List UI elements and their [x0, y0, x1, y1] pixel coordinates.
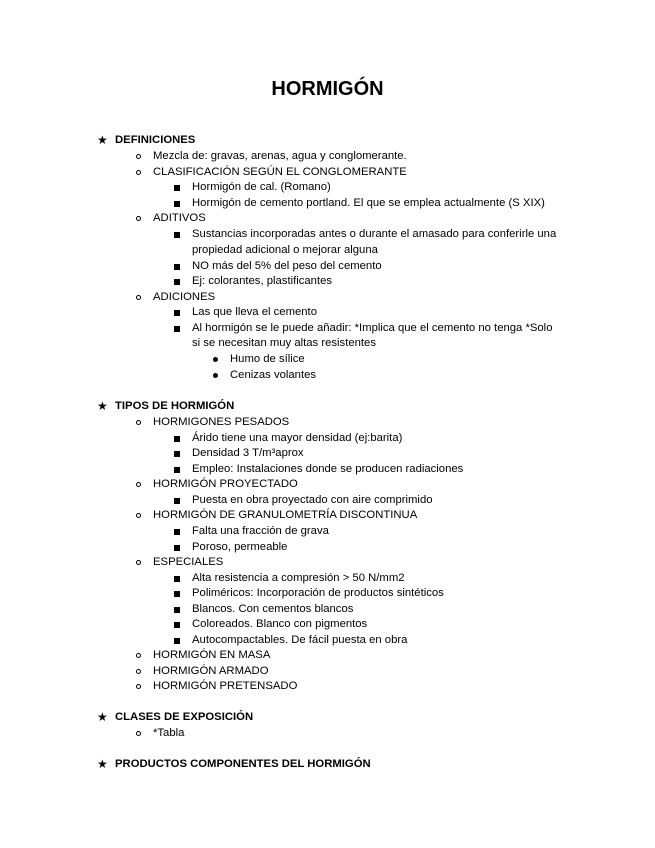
list-subitem: Densidad 3 T/m³aprox — [192, 447, 304, 459]
circle-bullet-icon — [136, 420, 141, 425]
square-bullet-icon — [174, 232, 180, 238]
list-item: ESPECIALES — [153, 556, 224, 568]
list-subitem: Al hormigón se le puede añadir: *Implica que el cemento no tenga *Solo — [192, 322, 553, 334]
list-item: Mezcla de: gravas, arenas, agua y conglomerante. — [153, 150, 407, 162]
list-subitem-continuation: si se necesitan muy altas resistentes — [192, 337, 376, 349]
list-subitem: Autocompactables. De fácil puesta en obra — [192, 634, 408, 646]
list-subitem: Alta resistencia a compresión > 50 N/mm2 — [192, 572, 405, 584]
circle-bullet-icon — [136, 295, 141, 300]
list-subitem: Las que lleva el cemento — [192, 306, 317, 318]
square-bullet-icon — [174, 529, 180, 535]
circle-bullet-icon — [136, 513, 141, 518]
list-item: HORMIGÓN DE GRANULOMETRÍA DISCONTINUA — [153, 509, 418, 521]
list-subitem: Falta una fracción de grava — [192, 525, 329, 537]
list-item: CLASIFICACIÓN SEGÚN EL CONGLOMERANTE — [153, 166, 407, 178]
list-subitem: Poliméricos: Incorporación de productos sintéticos — [192, 587, 444, 599]
star-bullet-icon: ★ — [97, 399, 108, 413]
list-item: HORMIGONES PESADOS — [153, 416, 290, 428]
circle-bullet-icon — [136, 560, 141, 565]
dot-bullet-icon — [213, 357, 218, 362]
circle-bullet-icon — [136, 731, 141, 736]
list-subitem: Blancos. Con cementos blancos — [192, 603, 354, 615]
list-item: HORMIGÓN ARMADO — [153, 665, 269, 677]
section-heading: TIPOS DE HORMIGÓN — [115, 400, 235, 412]
square-bullet-icon — [174, 326, 180, 332]
list-subsubitem: Cenizas volantes — [230, 369, 317, 381]
circle-bullet-icon — [136, 482, 141, 487]
list-item: *Tabla — [153, 727, 185, 739]
circle-bullet-icon — [136, 170, 141, 175]
list-subitem: Árido tiene una mayor densidad (ej:barita) — [192, 432, 403, 444]
list-subitem-continuation: propiedad adicional o mejorar alguna — [192, 244, 378, 256]
star-bullet-icon: ★ — [97, 710, 108, 724]
square-bullet-icon — [174, 498, 180, 504]
star-bullet-icon: ★ — [97, 757, 108, 771]
list-subitem: Poroso, permeable — [192, 541, 288, 553]
square-bullet-icon — [174, 638, 180, 644]
list-item: ADITIVOS — [153, 212, 206, 224]
section-heading: CLASES DE EXPOSICIÓN — [115, 711, 254, 723]
square-bullet-icon — [174, 310, 180, 316]
list-subitem: Sustancias incorporadas antes o durante el amasado para conferirle una — [192, 228, 557, 240]
square-bullet-icon — [174, 201, 180, 207]
list-subitem: Hormigón de cemento portland. El que se emplea actualmente (S XIX) — [192, 197, 545, 209]
circle-bullet-icon — [136, 154, 141, 159]
list-item: ADICIONES — [153, 291, 216, 303]
section-heading: PRODUCTOS COMPONENTES DEL HORMIGÓN — [115, 758, 371, 770]
circle-bullet-icon — [136, 216, 141, 221]
square-bullet-icon — [174, 264, 180, 270]
square-bullet-icon — [174, 545, 180, 551]
square-bullet-icon — [174, 607, 180, 613]
square-bullet-icon — [174, 591, 180, 597]
list-subitem: Puesta en obra proyectado con aire comprimido — [192, 494, 433, 506]
list-subitem: Hormigón de cal. (Romano) — [192, 181, 331, 193]
square-bullet-icon — [174, 622, 180, 628]
list-subsubitem: Humo de sílice — [230, 353, 305, 365]
list-item: HORMIGÓN PRETENSADO — [153, 680, 298, 692]
document-title: HORMIGÓN — [271, 78, 384, 100]
list-subitem: NO más del 5% del peso del cemento — [192, 260, 382, 272]
section-heading: DEFINICIONES — [115, 134, 196, 146]
circle-bullet-icon — [136, 653, 141, 658]
square-bullet-icon — [174, 436, 180, 442]
list-item: HORMIGÓN EN MASA — [153, 649, 271, 661]
circle-bullet-icon — [136, 684, 141, 689]
list-item: HORMIGÓN PROYECTADO — [153, 478, 298, 490]
list-subitem: Ej: colorantes, plastificantes — [192, 275, 333, 287]
square-bullet-icon — [174, 576, 180, 582]
square-bullet-icon — [174, 279, 180, 285]
square-bullet-icon — [174, 185, 180, 191]
star-bullet-icon: ★ — [97, 133, 108, 147]
list-subitem: Empleo: Instalaciones donde se producen radiaciones — [192, 463, 464, 475]
list-subitem: Coloreados. Blanco con pigmentos — [192, 618, 368, 630]
dot-bullet-icon — [213, 373, 218, 378]
circle-bullet-icon — [136, 669, 141, 674]
square-bullet-icon — [174, 451, 180, 457]
square-bullet-icon — [174, 467, 180, 473]
